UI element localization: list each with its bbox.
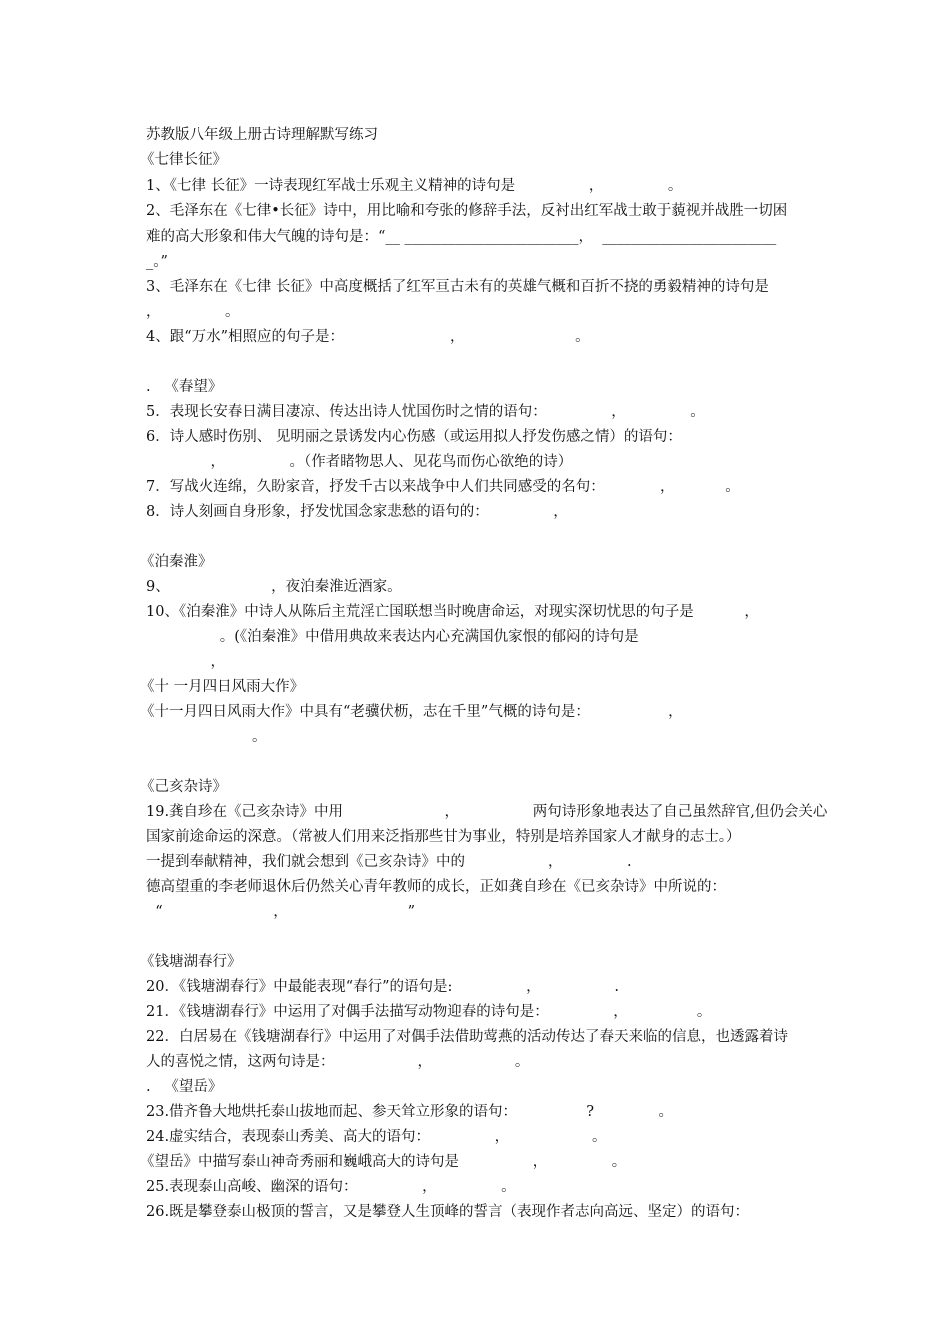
question-line: 20．《钱塘湖春行》中最能表现“春行”的语句是: ， . (146, 979, 620, 995)
question-line: 。(《泊秦淮》中借用典故来表达内心充满国仇家恨的郁闷的诗句是 (146, 629, 639, 645)
question-line: 2、毛泽东在《七律•长征》诗中，用比喻和夸张的修辞手法，反衬出红军战士敢于藐视并战胜一切困 (146, 203, 788, 219)
section-heading-qiantang-hu: 《钱塘湖春行》 (140, 954, 242, 970)
question-line: 9、 ，夜泊秦淮近酒家。 (146, 579, 402, 595)
question-line: 19.龚自珍在《己亥杂诗》中用 ， 两句诗形象地表达了自己虽然辞官,但仍会关心 (146, 804, 828, 820)
question-line: 4、跟“万水”相照应的句子是： ， 。 (146, 329, 590, 345)
question-line: 26.既是攀登泰山极顶的誓言，又是攀登人生顶峰的誓言（表现作者志向高远、坚定）的语句： (146, 1204, 750, 1220)
question-line: 难的高大形象和伟大气魄的诗句是：“__ ________________________， ________________________ (146, 229, 777, 245)
question-line: 10、《泊秦淮》中诗人从陈后主荒淫亡国联想当时晚唐命运，对现实深切忧思的句子是 ， (146, 604, 759, 620)
question-line: 一提到奉献精神，我们就会想到《己亥杂诗》中的 ， . (146, 854, 632, 870)
question-line: 23.借齐鲁大地烘托泰山拔地而起、参天耸立形象的语句： ? 。 (146, 1104, 673, 1120)
question-line: 1、《七律 长征》一诗表现红军战士乐观主义精神的诗句是 ， 。 (146, 178, 683, 194)
question-line: ， (146, 654, 226, 670)
section-heading-fengyu: 《十 一月四日风雨大作》 (140, 679, 305, 695)
question-line: 《望岳》中描写泰山神奇秀丽和巍峨高大的诗句是 ， 。 (140, 1154, 627, 1170)
section-heading-wangyue: . 《望岳》 (146, 1079, 223, 1095)
question-line: 《十一月四日风雨大作》中具有“老骥伏枥，志在千里”气概的诗句是： ， (140, 704, 683, 720)
question-line: 。 (146, 729, 267, 745)
question-line: _。” (146, 254, 168, 270)
section-heading-chunwang: . 《春望》 (146, 379, 223, 395)
question-line: 5．表现长安春日满目凄凉、传达出诗人忧国伤时之情的语句： ， 。 (146, 404, 705, 420)
question-line: 7．写战火连绵，久盼家音，抒发千古以来战争中人们共同感受的名句： ， 。 (146, 479, 740, 495)
question-line: 21．《钱塘湖春行》中运用了对偶手法描写动物迎春的诗句是： ， 。 (146, 1004, 712, 1020)
question-line: 24.虚实结合，表现泰山秀美、高大的语句： ， 。 (146, 1129, 607, 1145)
question-line: 德高望重的李老师退休后仍然关心青年教师的成长，正如龚自珍在《已亥杂诗》中所说的： (146, 879, 726, 895)
section-heading-qilv-changzheng: 《七律长征》 (140, 152, 227, 168)
question-line: “ ， ” (146, 904, 416, 920)
document-title: 苏教版八年级上册古诗理解默写练习 (146, 127, 378, 143)
question-line: 25.表现泰山高峻、幽深的语句： ， 。 (146, 1179, 516, 1195)
question-line: ， 。 (146, 304, 240, 320)
question-line: 3、毛泽东在《七律 长征》中高度概括了红军亘古未有的英雄气概和百折不挠的勇毅精神的诗句是 (146, 279, 769, 295)
question-line: 国家前途命运的深意。（常被人们用来泛指那些甘为事业，特别是培养国家人才献身的志士。） (146, 829, 741, 845)
question-line: 人的喜悦之情，这两句诗是： ， 。 (146, 1054, 530, 1070)
question-line: 6．诗人感时伤别、 见明丽之景诱发内心伤感（或运用拟人抒发伤感之情）的语句： (146, 429, 682, 445)
section-heading-bo-qinhuai: 《泊秦淮》 (140, 554, 213, 570)
question-line: 8．诗人刻画自身形象，抒发忧国念家悲愁的语句的： ， (146, 504, 568, 520)
question-line: ， 。（作者睹物思人、见花鸟而伤心欲绝的诗） (146, 454, 573, 470)
section-heading-jihai-zashi: 《己亥杂诗》 (140, 779, 227, 795)
question-line: 22．白居易在《钱塘湖春行》中运用了对偶手法借助莺燕的活动传达了春天来临的信息，也透露着诗 (146, 1029, 788, 1045)
